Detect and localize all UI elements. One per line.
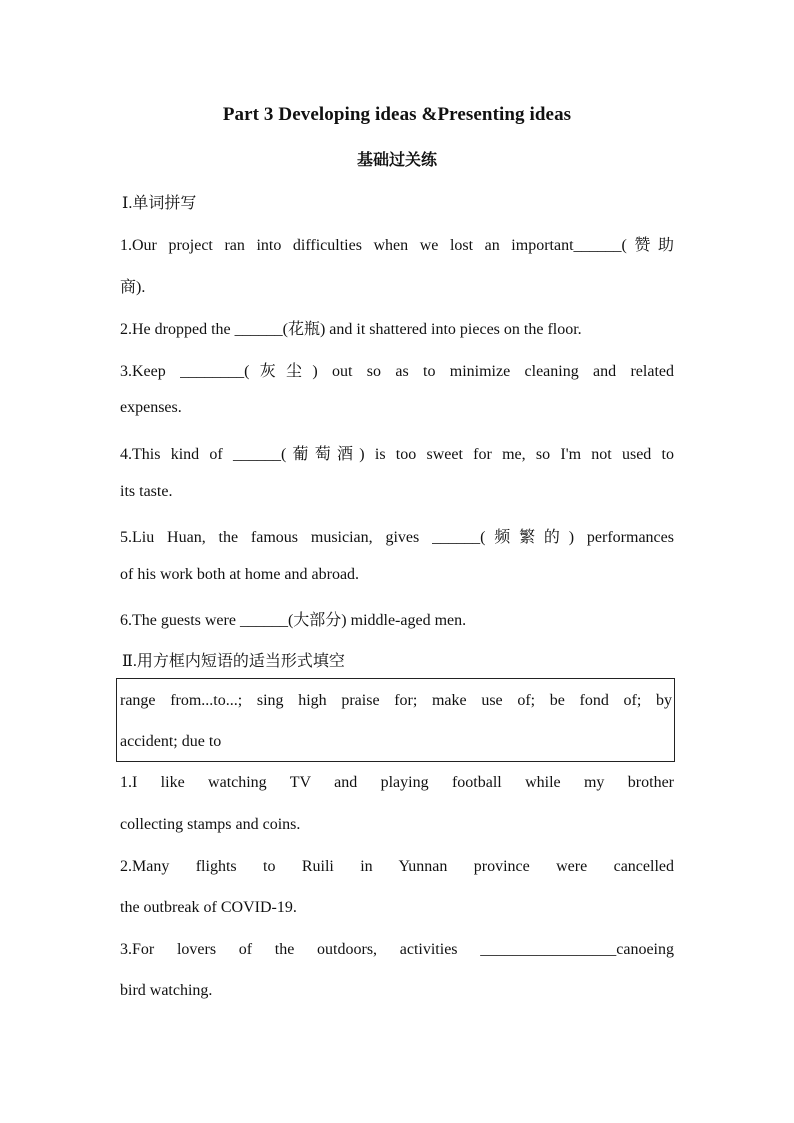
question-3-line-2: expenses. [120, 399, 182, 416]
question-5-line-2: of his work both at home and abroad. [120, 566, 360, 583]
phrase-box [116, 678, 675, 762]
fill-question-1-line-2: collecting stamps and coins. [120, 816, 301, 833]
question-1-line-2: 商). [120, 279, 146, 296]
question-3-line-1: 3.Keep ________(灰尘) out so as to minimize cleaning and related [120, 363, 674, 380]
question-4-line-1: 4.This kind of ______(葡萄酒) is too sweet for me, so I'm not used to [120, 446, 674, 463]
question-1-line-1: 1.Our project ran into difficulties when we lost an important______(赞助 [120, 237, 674, 254]
section-heading-spelling: Ⅰ.单词拼写 [122, 195, 197, 212]
question-5-line-1: 5.Liu Huan, the famous musician, gives ______(频繁的) performances [120, 529, 674, 546]
section-heading-phrases: Ⅱ.用方框内短语的适当形式填空 [122, 653, 345, 670]
fill-question-2-line-2: the outbreak of COVID-19. [120, 899, 297, 916]
phrase-box-line-1: range from...to...; sing high praise for; make use of; be fond of; by [120, 692, 672, 709]
fill-question-3-line-1: 3.For lovers of the outdoors, activities _________________canoeing [120, 941, 674, 958]
fill-question-2-line-1: 2.Many flights to Ruili in Yunnan province were cancelled [120, 858, 674, 875]
question-4-line-2: its taste. [120, 483, 173, 500]
question-2-line-1: 2.He dropped the ______(花瓶) and it shattered into pieces on the floor. [120, 321, 582, 338]
fill-question-3-line-2: bird watching. [120, 982, 213, 999]
page-subtitle: 基础过关练 [356, 152, 437, 169]
question-6-line-1: 6.The guests were ______(大部分) middle-aged men. [120, 612, 467, 629]
phrase-box-line-2: accident; due to [120, 733, 222, 750]
page-title: Part 3 Developing ideas &Presenting ideas [222, 104, 572, 125]
fill-question-1-line-1: 1.I like watching TV and playing football while my brother [120, 774, 674, 791]
